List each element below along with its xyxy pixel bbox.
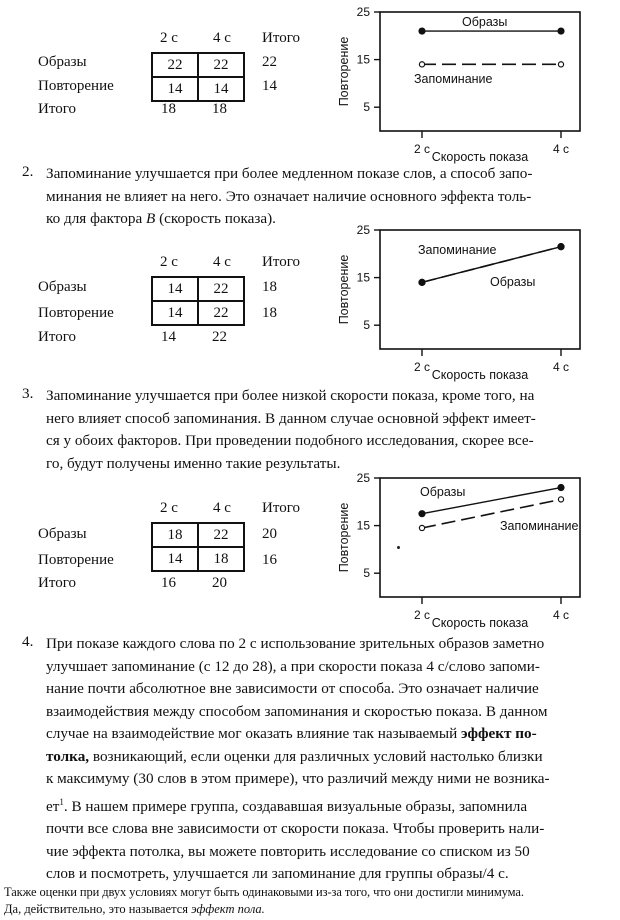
col-total: 18 <box>212 101 227 117</box>
item-4-text <box>46 633 604 886</box>
data-point <box>419 511 425 517</box>
x-axis-label: Скорость показа <box>431 150 529 164</box>
cell: 18 <box>152 523 198 547</box>
item-2-text <box>46 163 604 231</box>
text-line: него влияет способ запоминания. В данном случае основной эффект имеет- <box>46 409 536 427</box>
footnote-line <box>4 901 616 918</box>
y-tick-label: 25 <box>356 5 370 19</box>
x-tick-label: 4 с <box>552 142 570 156</box>
text-segment: случае на взаимодействие мог оказать влияние так называемый <box>46 725 461 742</box>
x-axis-label: Скорость показа <box>431 368 529 382</box>
x-tick-label: 2 с <box>413 142 431 156</box>
italic-term: эффект пола. <box>191 902 265 916</box>
x-tick-label: 2 с <box>413 360 431 374</box>
text-line: взаимодействия между способом запоминания и скоростью показа. В данном <box>46 702 548 720</box>
text-line <box>46 746 604 769</box>
x-axis-label: Скорость показа <box>431 616 529 630</box>
row-total: 22 <box>262 54 277 70</box>
row-label: Повторение <box>38 78 114 94</box>
text-line: почти все слова вне зависимости от скорости показа. Чтобы проверить нали- <box>46 820 545 838</box>
text-segment: . В нашем примере группа, создававшая визуальные образы, запомнила <box>63 797 528 815</box>
data-point <box>558 28 564 34</box>
text-line: нание почти абсолютное вне зависимости от способа. Это означает наличие <box>46 680 539 697</box>
col-total: 18 <box>161 101 176 117</box>
row-label: Итого <box>38 101 76 117</box>
row-total: 14 <box>262 78 277 94</box>
cell: 22 <box>198 277 244 301</box>
footnote-line: Также оценки при двух условиях могут быть одинаковыми из-за того, что они достигли минимума. <box>4 885 524 899</box>
cell: 14 <box>152 77 198 101</box>
row-total: 16 <box>262 552 277 568</box>
item-3-text <box>46 385 604 475</box>
x-tick-label: 2 с <box>413 608 431 622</box>
cell: 22 <box>198 523 244 547</box>
text-line: слов и посмотреть, улучшается ли запоминание для группы образы/4 с. <box>46 865 509 883</box>
y-tick-label: 25 <box>356 223 370 237</box>
series-label: Образы <box>490 275 536 289</box>
row-label: Образы <box>38 526 87 542</box>
bold-term: эффект по- <box>461 725 537 742</box>
x-tick-label: 4 с <box>552 608 570 622</box>
col-header-4s: 4 с <box>213 30 231 46</box>
row-total: 20 <box>262 526 277 542</box>
text-line: ся у обоих факторов. При проведении подобного исследования, скорее все- <box>46 432 534 449</box>
row-label: Итого <box>38 329 76 345</box>
item-number: 2. <box>22 163 34 180</box>
text-line: минания не влияет на него. Это означает наличие основного эффекта толь- <box>46 187 532 205</box>
row-label: Образы <box>38 54 87 70</box>
y-tick-label: 5 <box>363 318 370 333</box>
text-line: При показе каждого слова по 2 с использование зрительных образов заметно <box>46 635 545 652</box>
col-header-total: Итого <box>262 30 300 46</box>
row-label: Повторение <box>38 305 114 321</box>
row-total: 18 <box>262 279 277 295</box>
y-tick-label: 15 <box>356 518 370 533</box>
text-line: Запоминание улучшается при более низкой скорости показа, кроме того, на <box>46 387 535 404</box>
y-tick-label: 5 <box>363 100 370 115</box>
cell: 22 <box>198 301 244 325</box>
col-header-2s: 2 с <box>160 254 178 270</box>
item-number: 4. <box>22 633 34 650</box>
y-axis-label: Повторение <box>337 254 351 325</box>
bold-term: толка, <box>46 747 90 765</box>
text-line: улучшает запоминание (с 12 до 28), а при скорости показа 4 с/слово запоми- <box>46 657 540 675</box>
text-segment: (скорость показа). <box>155 210 276 227</box>
text-segment: Да, действительно, это называется <box>4 902 192 916</box>
text-segment: ет <box>46 797 60 815</box>
col-total: 14 <box>161 329 176 345</box>
cell: 18 <box>198 547 244 571</box>
col-total: 20 <box>212 575 227 591</box>
text-segment: ко для фактора <box>46 210 147 227</box>
data-point <box>419 525 424 530</box>
col-header-4s: 4 с <box>213 500 231 516</box>
data-point <box>419 279 425 285</box>
data-grid <box>151 52 245 102</box>
data-grid <box>151 276 245 326</box>
col-total: 22 <box>212 329 227 345</box>
text-line <box>46 791 604 819</box>
data-point <box>558 244 564 250</box>
data-point <box>558 62 563 67</box>
col-header-total: Итого <box>262 500 300 516</box>
text-line <box>46 723 604 746</box>
cell: 14 <box>198 77 244 101</box>
chart-3 <box>330 470 620 632</box>
col-header-4s: 4 с <box>213 254 231 270</box>
data-point <box>419 62 424 67</box>
cell: 22 <box>152 53 198 77</box>
y-tick-label: 15 <box>356 270 370 285</box>
text-line: к максимуму (30 слов в этом примере), что различий между ними не возника- <box>46 770 550 787</box>
footnote-ref: 1 <box>59 796 64 807</box>
text-segment: возникающий, если оценки для различных условий настолько близки <box>89 747 543 765</box>
cell: 14 <box>152 301 198 325</box>
y-tick-label: 25 <box>356 471 370 485</box>
row-label: Образы <box>38 279 87 295</box>
cell: 14 <box>152 547 198 571</box>
data-grid <box>151 522 245 572</box>
text-line: го, будут получены именно такие результаты. <box>46 454 341 472</box>
cell: 22 <box>198 53 244 77</box>
col-header-total: Итого <box>262 254 300 270</box>
col-total: 16 <box>161 575 176 591</box>
y-axis-label: Повторение <box>337 502 351 573</box>
col-header-2s: 2 с <box>160 30 178 46</box>
row-total: 18 <box>262 305 277 321</box>
footnote <box>4 884 616 918</box>
series-label: Запоминание <box>414 72 493 86</box>
text-line: Запоминание улучшается при более медленном показе слов, а способ запо- <box>46 165 533 182</box>
series-label: Запоминание <box>500 519 579 533</box>
cell: 14 <box>152 277 198 301</box>
chart-2 <box>330 222 620 384</box>
factor-var: B <box>146 210 156 227</box>
data-point <box>558 485 564 491</box>
plot-frame <box>380 478 580 597</box>
row-label: Итого <box>38 575 76 591</box>
data-point <box>419 28 425 34</box>
y-axis-label: Повторение <box>337 36 351 107</box>
series-label: Образы <box>462 15 508 29</box>
row-label: Повторение <box>38 552 114 568</box>
col-header-2s: 2 с <box>160 500 178 516</box>
data-point <box>558 497 563 502</box>
series-label: Запоминание <box>418 243 497 257</box>
item-number: 3. <box>22 385 34 402</box>
y-tick-label: 5 <box>363 566 370 581</box>
y-tick-label: 15 <box>356 52 370 67</box>
series-label: Образы <box>420 485 466 499</box>
chart-1 <box>330 4 620 164</box>
text-line: чие эффекта потолка, вы можете повторить исследование со списком из 50 <box>46 842 530 860</box>
x-tick-label: 4 с <box>552 360 570 374</box>
